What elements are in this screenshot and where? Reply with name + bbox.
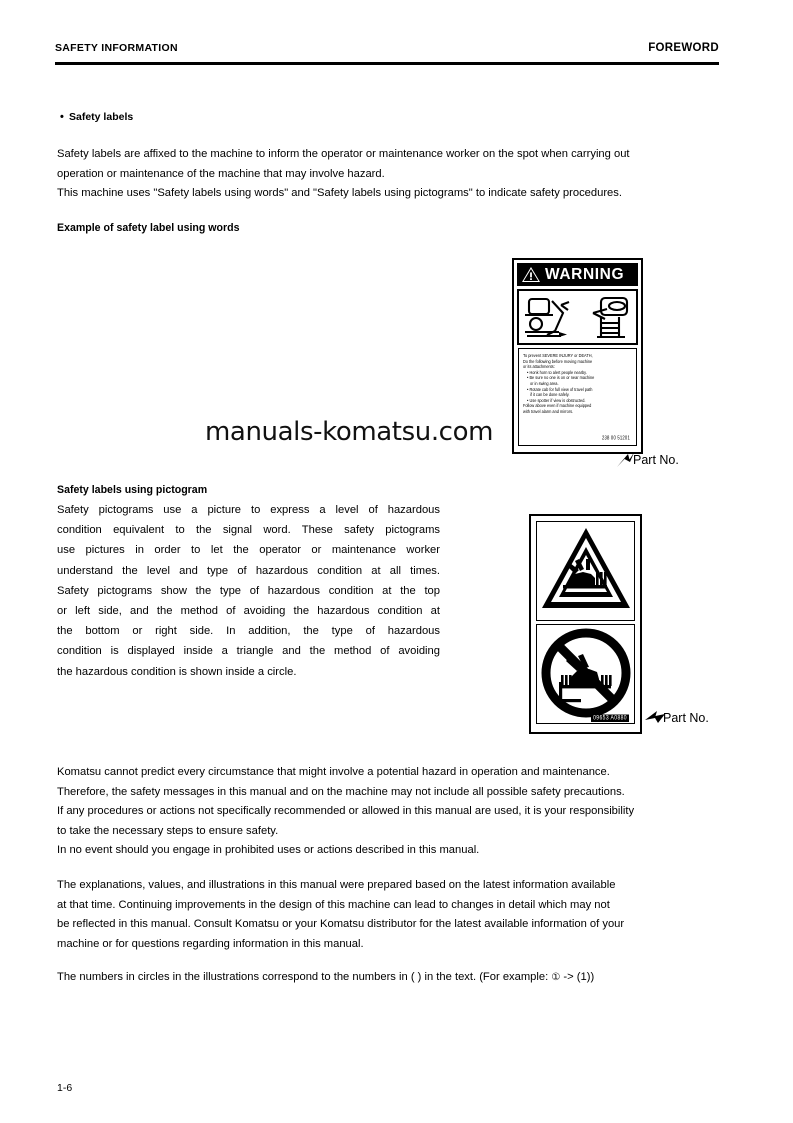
site-watermark: manuals-komatsu.com [205,417,494,447]
bullet-glyph: • [60,111,64,123]
pictogram-label-part-code: 09653 A0880 [593,714,627,722]
revision-line: be reflected in this manual. Consult Komatsu or your Komatsu distributor for the latest available information of your [57,918,625,930]
warning-fine-line: with travel alarm and mirrors. [523,407,574,415]
disclaimer-line: to take the necessary steps to ensure safety. [57,824,279,837]
header-left-title: SAFETY INFORMATION [55,42,178,54]
pictogram-label-figure [529,514,642,734]
header-right-title: FOREWORD [648,42,719,54]
circled-numbers-note [57,968,722,988]
warning-label-part-no-callout: Part No. [633,453,679,467]
pictogram-line: or left side, and the method of avoiding the hazardous condition at [57,605,440,618]
disclaimer-paragraph [57,763,722,861]
revision-line: at that time. Continuing improvements in the design of this machine can lead to changes in detail which may not [57,898,610,911]
warning-fine-line: or its attachments: [523,363,555,370]
page-number: 1-6 [57,1082,73,1094]
warning-fine-line: if it can be done safely. [530,391,570,398]
warning-pictogram-row [517,289,638,345]
warning-fine-line: Follow above even if machine equipped [523,402,592,409]
pictogram-line: understand the level and type of hazardous condition at all times. [57,564,440,577]
pictogram-line: the hazardous condition is shown inside a circle. [57,665,297,678]
intro-line: This machine uses "Safety labels using words" and "Safety labels using pictograms" to indicate safety procedures. [57,187,622,199]
circled-numbers-line [57,968,722,988]
intro-line: operation or maintenance of the machine that may involve hazard. [57,167,385,180]
pictogram-line: the bottom or right side. In addition, the type of hazardous [57,625,440,638]
revision-line: machine or for questions regarding information in this manual. [57,937,364,950]
no-hands-prohibition-icon [536,624,635,724]
warning-fine-line: To prevent SEVERE INJURY or DEATH, [523,352,593,359]
pictogram-paragraph [57,500,440,682]
pictogram-line: Safety pictograms show the type of hazardous condition at the top [57,584,440,597]
warning-fine-line: or in swing area. [530,379,559,387]
disclaimer-line: Therefore, the safety messages in this manual and on the machine may not include all possible safety precautions. [57,785,625,798]
warning-fine-line: Do the following before moving machine [523,357,593,364]
warning-fine-print [518,348,637,446]
pictogram-label-part-no-callout: Part No. [663,711,709,725]
pictogram-line: use pictures in order to let the operator or maintenance worker [57,544,440,557]
disclaimer-line: In no event should you engage in prohibited uses or actions described in this manual. [57,844,480,856]
intro-line: Safety labels are affixed to the machine to inform the operator or maintenance worker on the spot when carrying out [57,148,630,160]
note-text-after: -> (1)) [560,971,595,983]
revision-paragraph [57,876,722,954]
header-divider [55,62,719,65]
page-header [55,42,719,64]
warning-fine-line: • Use spotter if view is obstructed. [527,396,586,403]
pictogram-heading: Safety labels using pictogram [57,484,208,496]
warning-triangle-icon [521,266,541,283]
warning-signal-word: WARNING [545,265,625,283]
warning-signal-banner [517,263,638,286]
warning-label-part-code: 238 00 51201 [601,434,630,441]
safety-labels-heading [60,111,133,123]
pictogram-line: condition equivalent to the signal word. These safety pictograms [57,524,440,537]
example-heading: Example of safety label using words [57,222,240,234]
warning-fine-line: • Be sure no one is on or near machine [527,374,595,381]
warning-fine-line: • Honk horn to alert people nearby. [527,368,587,376]
intro-paragraph [57,145,722,204]
warning-fine-line: • Rotate cab for full view of travel path [527,385,593,392]
safety-labels-heading-text: Safety labels [69,111,134,123]
note-text-before: The numbers in circles in the illustrations correspond to the numbers in ( ) in the text. (For example: [57,971,552,983]
circled-one-glyph: ① [551,971,561,983]
revision-line: The explanations, values, and illustrations in this manual were prepared based on the latest information available [57,879,616,891]
operator-cab-pictogram [579,291,639,343]
machine-swing-crush-pictogram [519,291,579,343]
pictogram-line: Safety pictograms use a picture to express a level of hazardous [57,504,440,516]
disclaimer-line: Komatsu cannot predict every circumstance that might involve a potential hazard in operation and maintenance. [57,766,610,778]
warning-label-figure [512,258,643,454]
pictogram-line: condition is displayed inside a triangle and the method of avoiding [57,645,440,658]
disclaimer-line: If any procedures or actions not specifically recommended or allowed in this manual are used, it is your responsibility [57,805,635,817]
hand-crush-warning-triangle-icon [536,521,635,621]
